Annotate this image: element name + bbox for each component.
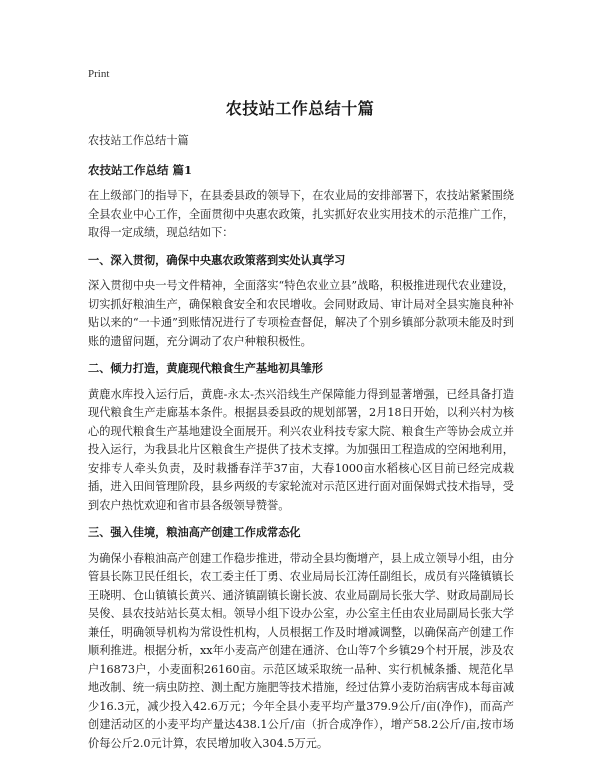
print-label[interactable]: Print [88, 68, 110, 80]
heading-1: 一、深入贯彻，确保中央惠农政策落到实处认真学习 [88, 252, 346, 267]
document-content [88, 132, 514, 761]
paragraph-2: 黄鹿水库投入运行后，黄鹿-永太-杰兴沿线生产保障能力得到显著增强，已经具备打造现代粮食生产走廊基本条件。根据县委县政的规划部署，2月18日开始，以利兴村为核心的现代粮食生产基地建设全面展开。利兴农业科技专家大院、粮食生产等协会成立并投入运行，为我县北片区粮食生产提供了技术支撑。为加强田工程造成的空闲地利用，安排专人牵头负责，及时栽播春洋芋37亩，大春1000亩水稻核心区目前已经完成栽插，进入田间管理阶段，县乡两级的专家轮流对示范区进行面对面保姆式技术指导，受到农户热忱欢迎和省市县各级领导赞誉。 [88, 387, 514, 512]
heading-3: 三、强入佳境，粮油高产创建工作成常态化 [88, 525, 301, 539]
document-title: 农技站工作总结十篇 [225, 99, 375, 118]
heading-2: 二、倾力打造，黄鹿现代粮食生产基地初具雏形 [88, 361, 323, 375]
intro-paragraph: 在上级部门的指导下，在县委县政的领导下，在农业局的安排部署下，农技站紧紧围绕全县农业中心工作，全面贯彻中央惠农政策，扎实抓好农业实用技术的示范推广工作，取得一定成绩，现总结如下： [88, 189, 514, 239]
paragraph-3: 为确保小春粮油高产创建工作稳步推进，带动全县均衡增产，县上成立领导小组，由分管县长陈卫民任组长，农工委主任丁勇、农业局局长江涛任副组长，成员有兴隆镇镇长王晓明、仓山镇镇长黄兴、通济镇副镇长谢长波、农业局副局长张大学、财政局副局长吴俊、县农技站站长莫太相。领导小组下设办公室，办公室主任由农业局副局长张大学兼任，明确领导机构为常设性机构，人员根据工作及时增减调整，以确保高产创建工作顺利推进。根据分析，xx年小麦高产创建在通济、仓山等7个乡镇29个村开展，涉及农户16873户，小麦面积26160亩。示范区域采取统一品种、实行机械条播、规范化旱地改制、统一病虫防控、测土配方施肥等技术措施，经过估算小麦防治病害成本每亩减少16.3元，减少投入42.6万元；今年全县小麦平均产量379.9公斤/亩(净作)，而高产创建活动区的小麦平均产量达438.1公斤/亩（折合成净作），增产58.2公斤/亩,按市场价每公斤2.0元计算，农民增加收入304.5万元。 [88, 551, 514, 750]
section-title: 农技站工作总结 篇1 [88, 162, 193, 177]
document-subtitle: 农技站工作总结十篇 [88, 134, 189, 147]
paragraph-1: 深入贯彻中央一号文件精神，全面落实“特色农业立县”战略，积极推进现代农业建设，切实抓好粮油生产，确保粮食安全和农民增收。会同财政局、审计局对全县实施良种补贴以来的“一卡通”到账情况进行了专项检查督促，解决了个别乡镇部分款项未能及时到账的遗留问题，充分调动了农户种粮积极性。 [88, 279, 514, 348]
